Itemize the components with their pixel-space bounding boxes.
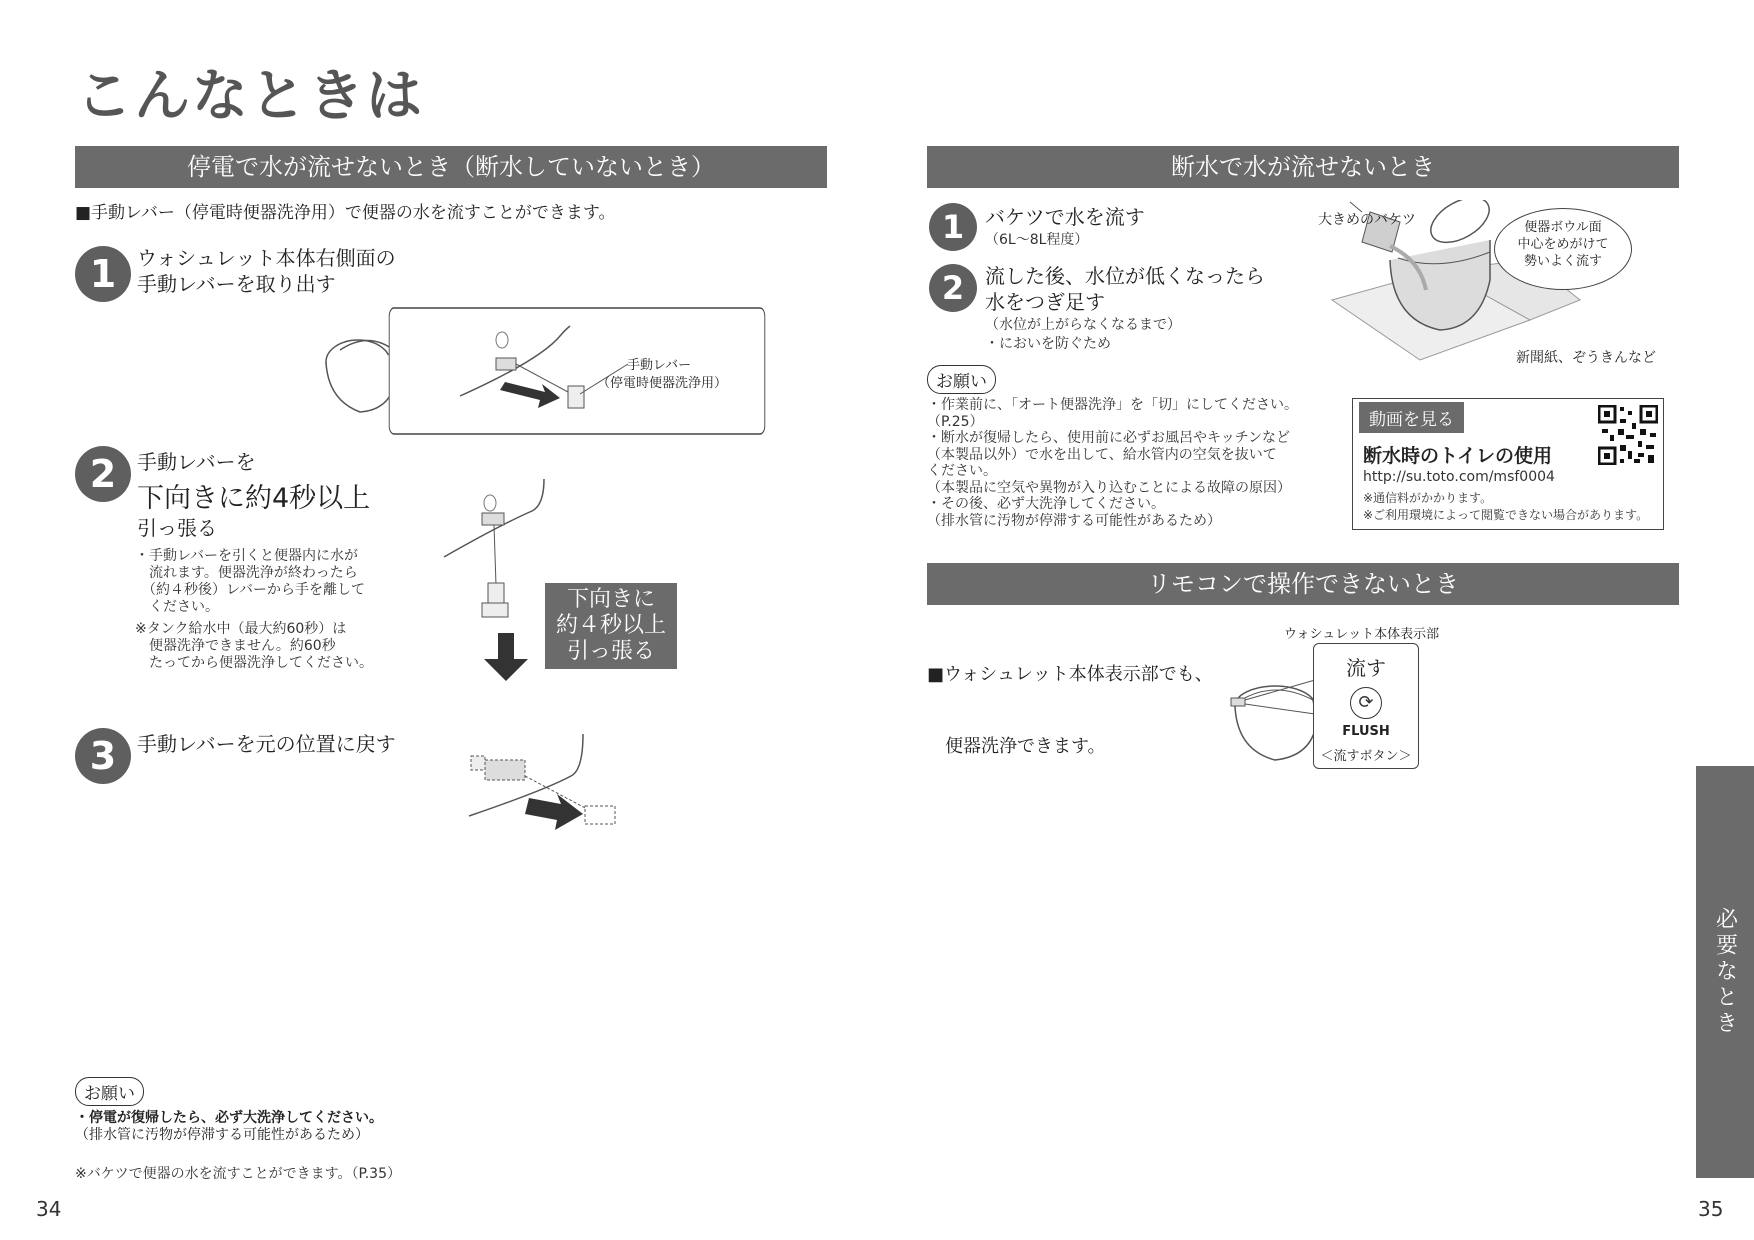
video-note: ※通信料がかかります。 <box>1363 491 1493 505</box>
section-header-water-outage: 断水で水が流せないとき <box>927 146 1679 188</box>
callout-pull-down <box>545 583 677 669</box>
right-step-2-sub: ・においを防ぐため <box>985 336 1111 352</box>
intro-text: ■手動レバー（停電時便器洗浄用）で便器の水を流すことができます。 <box>75 203 616 223</box>
right-step-2-subs <box>985 316 1181 354</box>
step-1-number: 1 <box>75 246 131 302</box>
flush-button-label: ＜流すボタン＞ <box>1320 749 1412 764</box>
flush-swirl-icon[interactable]: ⟳ <box>1350 687 1382 719</box>
step-3-number: 3 <box>75 728 131 784</box>
bubble-line: 中心をめがけて <box>1517 237 1609 252</box>
left-request-text <box>75 1110 383 1144</box>
left-footnote: ※バケツで便器の水を流すことができます。（P.35） <box>75 1166 401 1182</box>
diagram-label-lever-sub: （停電時便器洗浄用） <box>597 376 728 391</box>
step-3-text: 手動レバーを元の位置に戻す <box>137 732 396 756</box>
video-box <box>1352 398 1664 530</box>
bubble-line: 勢いよく流す <box>1523 254 1602 269</box>
callout-line: 約４秒以上 <box>555 613 666 638</box>
page-number-right: 35 <box>1698 1197 1724 1221</box>
right-request-line: ・その後、必ず大洗浄してください。 <box>927 496 1165 512</box>
step-2-note2-line: たってから便器洗浄してください。 <box>135 655 373 671</box>
page-number-left: 34 <box>36 1197 62 1221</box>
flush-button-panel <box>1313 643 1419 769</box>
remote-line: 便器洗浄できます。 <box>927 736 1106 757</box>
right-step-2-title-line: 水をつぎ足す <box>985 290 1105 314</box>
section-header-power-outage: 停電で水が流せないとき（断水していないとき） <box>75 146 827 188</box>
callout-line: 下向きに <box>566 587 655 612</box>
step-2-number: 2 <box>75 446 131 502</box>
video-title: 断水時のトイレの使用 <box>1363 445 1553 467</box>
right-request-line: （本製品以外）で水を出して、給水管内の空気を抜いて <box>927 446 1277 463</box>
qr-code-icon[interactable] <box>1598 405 1658 465</box>
bucket-label: 大きめのバケツ <box>1318 212 1416 228</box>
video-url[interactable]: http://su.toto.com/msf0004 <box>1363 469 1555 485</box>
step-2-note-line: 流れます。便器洗浄が終わったら <box>135 565 358 581</box>
newspaper-label: 新聞紙、ぞうきんなど <box>1516 350 1656 366</box>
right-step-1-sub: （6L～8L程度） <box>985 232 1089 248</box>
step-2-note-line: ・手動レバーを引くと便器内に水が <box>135 548 359 564</box>
flush-en: FLUSH <box>1342 724 1390 739</box>
right-request-text <box>927 397 1298 529</box>
step-2-note-line: ください。 <box>135 599 219 615</box>
step-2-note2-line: 便器洗浄できません。約60秒 <box>135 638 336 654</box>
right-step-1-number: 1 <box>929 203 977 251</box>
panel-label: ウォシュレット本体表示部 <box>1284 627 1440 642</box>
step-1-line-2: 手動レバーを取り出す <box>137 272 336 296</box>
right-step-2-title-line: 流した後、水位が低くなったら <box>985 264 1265 288</box>
remote-text <box>927 615 1213 783</box>
diagram-label-lever: 手動レバー <box>627 358 692 373</box>
right-request-block <box>927 365 996 394</box>
side-tab <box>1696 766 1754 1178</box>
left-request-line: ・停電が復帰したら、必ず大洗浄してください。 <box>75 1110 383 1126</box>
step-2-notes <box>135 548 373 672</box>
flush-kanji: 流す <box>1346 656 1386 680</box>
step-2-line-2: 下向きに約4秒以上 <box>137 483 371 514</box>
pull-lever-diagram <box>440 475 560 685</box>
video-note: ※ご利用環境によって閲覧できない場合があります。 <box>1363 508 1649 522</box>
return-lever-diagram <box>465 730 635 850</box>
right-request-line: ・作業前に、「オート便器洗浄」を「切」にしてください。 <box>927 397 1298 413</box>
callout-line: 引っ張る <box>566 639 655 664</box>
right-request-line: （排水管に汚物が停滞する可能性があるため） <box>927 512 1221 529</box>
step-2-line-1: 手動レバーを <box>137 450 256 474</box>
bubble-line: 便器ボウル面 <box>1524 220 1602 235</box>
step-2-line-3: 引っ張る <box>137 516 217 540</box>
manual-lever-diagram <box>310 300 770 440</box>
right-request-line: ください。 <box>927 463 997 479</box>
step-1-line-1: ウォシュレット本体右側面の <box>137 246 396 270</box>
left-request-block <box>75 1077 144 1106</box>
right-request-line: （本製品に空気や異物が入り込むことによる故障の原因） <box>927 479 1291 496</box>
remote-line: ■ウォシュレット本体表示部でも、 <box>927 664 1213 685</box>
right-request-line: ・断水が復帰したら、使用前に必ずお風呂やキッチンなど <box>927 430 1291 446</box>
right-step-2-number: 2 <box>929 264 977 312</box>
side-tab-label: 必要なとき <box>1712 907 1738 1037</box>
instruction-bubble <box>1494 208 1632 290</box>
right-step-2-sub: （水位が上がらなくなるまで） <box>985 317 1181 333</box>
request-label: お願い <box>75 1077 144 1106</box>
right-step-1-title: バケツで水を流す <box>985 205 1145 229</box>
page-title: こんなときは <box>76 64 424 129</box>
right-step-2-title <box>985 263 1265 315</box>
right-request-line: （P.25） <box>927 413 984 430</box>
left-request-line: （排水管に汚物が停滞する可能性があるため） <box>75 1127 369 1143</box>
step-2-note-line: （約４秒後）レバーから手を離して <box>135 582 366 598</box>
step-2-note2-line: ※タンク給水中（最大約60秒）は <box>135 621 347 637</box>
video-tag: 動画を見る <box>1359 402 1464 433</box>
section-header-remote-failure: リモコンで操作できないとき <box>927 563 1679 605</box>
request-label: お願い <box>927 365 996 394</box>
step-1-text <box>137 245 396 297</box>
